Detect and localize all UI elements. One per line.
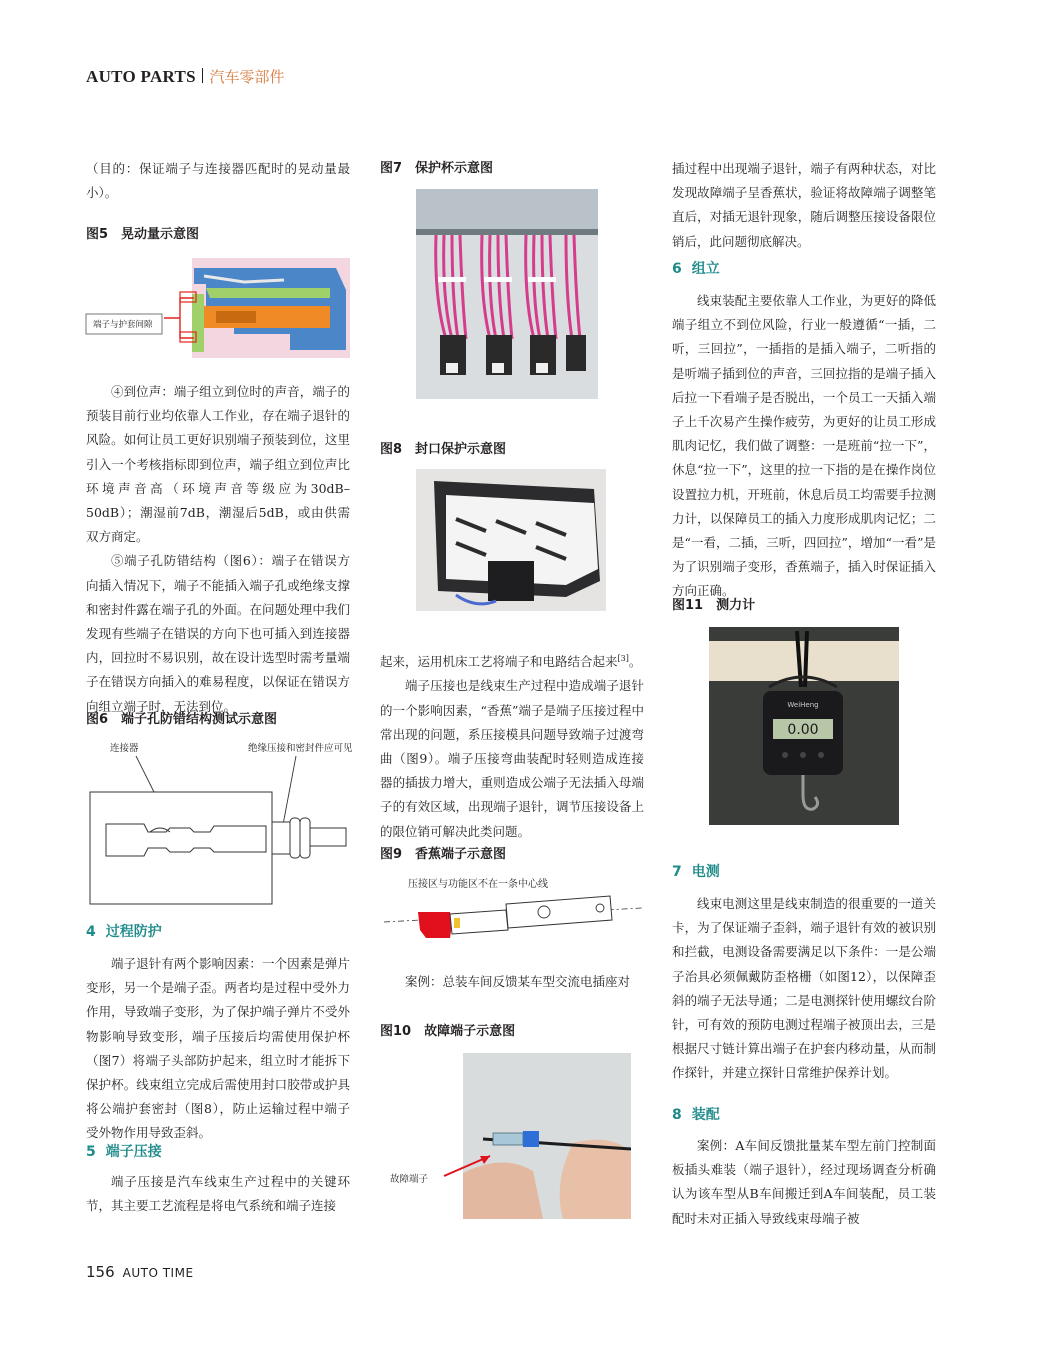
figure-6-caption: 图6 端子孔防错结构测试示意图 (86, 712, 278, 727)
paragraph: 端子退针有两个影响因素：一个因素是弹片变形，另一个是端子歪。两者均是过程中受外力作用，导致端子变形，为了保护端子弹片不受外物影响导致变形，端子压接后均需使用保护杯（图7）将端子头部防护起来，组立时才能拆下保护杯。线束组立完成后需使用封口胶带或护具将公端护套密封（图8），防止运输过程中端子受外物作用导致歪斜。 (86, 956, 350, 1141)
fig6-label-left: 连接器 (110, 743, 139, 754)
paragraph-text: 起来，运用机床工艺将端子和电路结合起来 (380, 654, 618, 670)
fig7-rail (416, 229, 598, 235)
figure-6-diagram (86, 752, 352, 908)
page-number: 156 (86, 1263, 115, 1281)
fig9-function-zone (506, 896, 612, 928)
section-number: 6 (672, 261, 682, 277)
section-title: 过程防护 (105, 924, 162, 940)
fig5-label: 端子与护套间隙 (93, 320, 153, 330)
figure-8-caption: 图8 封口保护示意图 (380, 442, 507, 457)
magazine-name: AUTO TIME (122, 1266, 194, 1280)
paragraph: ④到位声：端子组立到位时的声音，端子的预装目前行业均依靠人工作业，存在端子退针的风险。如何让员工更好识别端子预装到位，这里引入一个考核指标即到位声，端子组立到位声比环境声音高（环境声音等级应为30dB–50dB）；潮湿前7dB，潮湿后5dB，或由供需双方商定。 (86, 384, 350, 545)
fig11-button-3 (818, 752, 824, 758)
fig10-terminal (493, 1133, 523, 1145)
fig6-label-right: 绝缘压接和密封件应可见 (248, 743, 353, 754)
section-title: 组立 (691, 261, 720, 277)
section-6-heading (672, 258, 720, 280)
section-4-heading (86, 921, 162, 943)
paragraph: （目的：保证端子与连接器匹配时的晃动量最小）。 (86, 161, 350, 201)
fig6-leader-left (136, 756, 154, 792)
fig6-seal-3 (300, 818, 310, 858)
figure-5-diagram (84, 254, 352, 362)
paragraph: 案例：总装车间反馈某车型交流电插座对 (405, 974, 631, 989)
fig8-plug (488, 561, 534, 601)
fig5-contact-green (206, 288, 330, 298)
paragraph: 线束电测这里是线束制造的很重要的一道关卡，为了保证端子歪斜，端子退针有效的被识别和拦截，电测设备需要满足以下条件：一是公端子治具必须佩戴防歪格栅（如图12），以保障歪斜的端子无法导通；二是电测探针使用螺纹台阶针，可有效的预防电测过程端子被顶出去，三是根据尺寸链计算出端子在护套内移动量，从而制作探针，并建立探针日常维护保养计划。 (672, 896, 936, 1081)
reference: [3] (617, 654, 629, 663)
column-2-case (380, 970, 644, 994)
section-5-heading (86, 1141, 162, 1163)
section-number: 8 (672, 1107, 682, 1123)
column-3-section-7 (672, 892, 936, 1086)
section-8-heading (672, 1104, 720, 1126)
figure-10-caption: 图10 故障端子示意图 (380, 1024, 516, 1039)
paragraph: 插过程中出现端子退针，端子有两种状态，对比发现故障端子呈香蕉状，验证将故障端子调整笔直后，对插无退针现象，随后调整压接设备限位销后，此问题彻底解决。 (672, 161, 936, 249)
paragraph (380, 647, 644, 674)
figure-7-caption: 图7 保护杯示意图 (380, 161, 494, 176)
fig9-label: 压接区与功能区不在一条中心线 (408, 879, 548, 890)
figure-8-photo (416, 469, 606, 611)
running-header (86, 66, 284, 87)
paragraph: ⑤端子孔防错结构（图6）：端子在错误方向插入情况下，端子不能插入端子孔或绝缘支撑和密封件露在端子孔的外面。在问题处理中我们发现有些端子在错误的方向下也可插入到连接器内，回拉时不易识别，故在设计选型时需考量端子在错误方向插入的难易程度，以保证在错误方向组立端子时，无法到位。 (86, 553, 350, 714)
fig11-button-1 (782, 752, 788, 758)
section-number: 7 (672, 864, 682, 880)
figure-7-photo (416, 189, 598, 399)
section-number: 4 (86, 924, 96, 940)
figure-9-diagram (380, 890, 646, 950)
fig10-label: 故障端子 (390, 1174, 429, 1185)
fig7-ceiling (416, 189, 598, 233)
fig10-seal (523, 1131, 539, 1147)
fig11-button-2 (800, 752, 806, 758)
column-3-section-6 (672, 289, 936, 604)
column-2-body (380, 647, 644, 844)
figure-11-caption: 图11 测力计 (672, 598, 756, 613)
fig7-ties (438, 277, 556, 282)
figure-11-photo (709, 627, 899, 825)
section-title: 装配 (691, 1107, 720, 1123)
section-number: 5 (86, 1144, 96, 1160)
fig10-hand-right (560, 1140, 631, 1219)
figure-10-photo (463, 1053, 631, 1219)
figure-9-caption: 图9 香蕉端子示意图 (380, 847, 507, 862)
page-footer (86, 1263, 194, 1281)
paragraph-end: 。 (628, 654, 642, 670)
paragraph: 案例：A车间反馈批量某车型左前门控制面板插头难装（端子退针），经过现场调查分析确认为该车型从B车间搬迁到A车间装配，员工装配时未对正插入导致线束母端子被 (672, 1138, 936, 1226)
fig5-left-part (192, 294, 204, 352)
section-title: 端子压接 (105, 1144, 162, 1160)
column-1-section-5 (86, 1170, 350, 1218)
column-3-section-8 (672, 1134, 936, 1231)
fig6-seal-2 (290, 818, 300, 858)
column-1-section-4 (86, 952, 350, 1146)
fig9-marker (454, 918, 460, 928)
section-title: 电测 (691, 864, 720, 880)
fig11-readout: 0.00 (787, 722, 819, 738)
fig6-seal-1 (272, 822, 290, 854)
fig6-wire (310, 828, 346, 846)
figure-5-caption: 图5 晃动量示意图 (86, 227, 200, 242)
section-7-heading (672, 861, 720, 883)
column-1-body (86, 380, 350, 719)
fig11-brand: WeiHeng (787, 701, 819, 709)
column-3-top (672, 157, 936, 254)
header-separator (202, 68, 204, 83)
header-brand: AUTO PARTS (86, 67, 196, 86)
fig10-arrow (440, 1150, 500, 1180)
paragraph: 线束装配主要依靠人工作业，为更好的降低端子组立不到位风险，行业一般遵循“一插，二听，三回拉”，一插指的是插入端子，二听指的是听端子插到位的声音，三回拉指的是端子插入后拉一下看端子是否脱出，一个员工一天插入端子上千次易产生操作疲劳，为更好的让员工形成肌肉记忆，我们做了调整：一是班前“拉一下”，休息“拉一下”，这里的拉一下指的是在操作岗位设置拉力机，开班前，休息后员工均需要手拉测力计，以保障员工的插入力度形成肌肉记忆；二是“一看，二插，三听，四回拉”，增加“一看”是为了识别端子变形，香蕉端子，插入时保证插入方向正确。 (672, 293, 936, 599)
paragraph: 端子压接也是线束生产过程中造成端子退针的一个影响因素，“香蕉”端子是端子压接过程中常出现的问题，系压接模具问题导致端子过渡弯曲（图9）。端子压接弯曲装配时轻则造成连接器的插拔力增大，重则造成公端子无法插入母端子的有效区域，出现端子退针，调节压接设备上的限位销可解决此类问题。 (380, 678, 644, 839)
fig6-terminal-cavity (106, 824, 266, 856)
column-1 (86, 157, 350, 205)
fig9-crimp-zone (418, 912, 452, 938)
paragraph: 端子压接是汽车线束生产过程中的关键环节，其主要工艺流程是将电气系统和端子连接 (86, 1174, 350, 1214)
header-section: 汽车零部件 (209, 68, 285, 86)
fig5-terminal-detail (216, 311, 256, 323)
